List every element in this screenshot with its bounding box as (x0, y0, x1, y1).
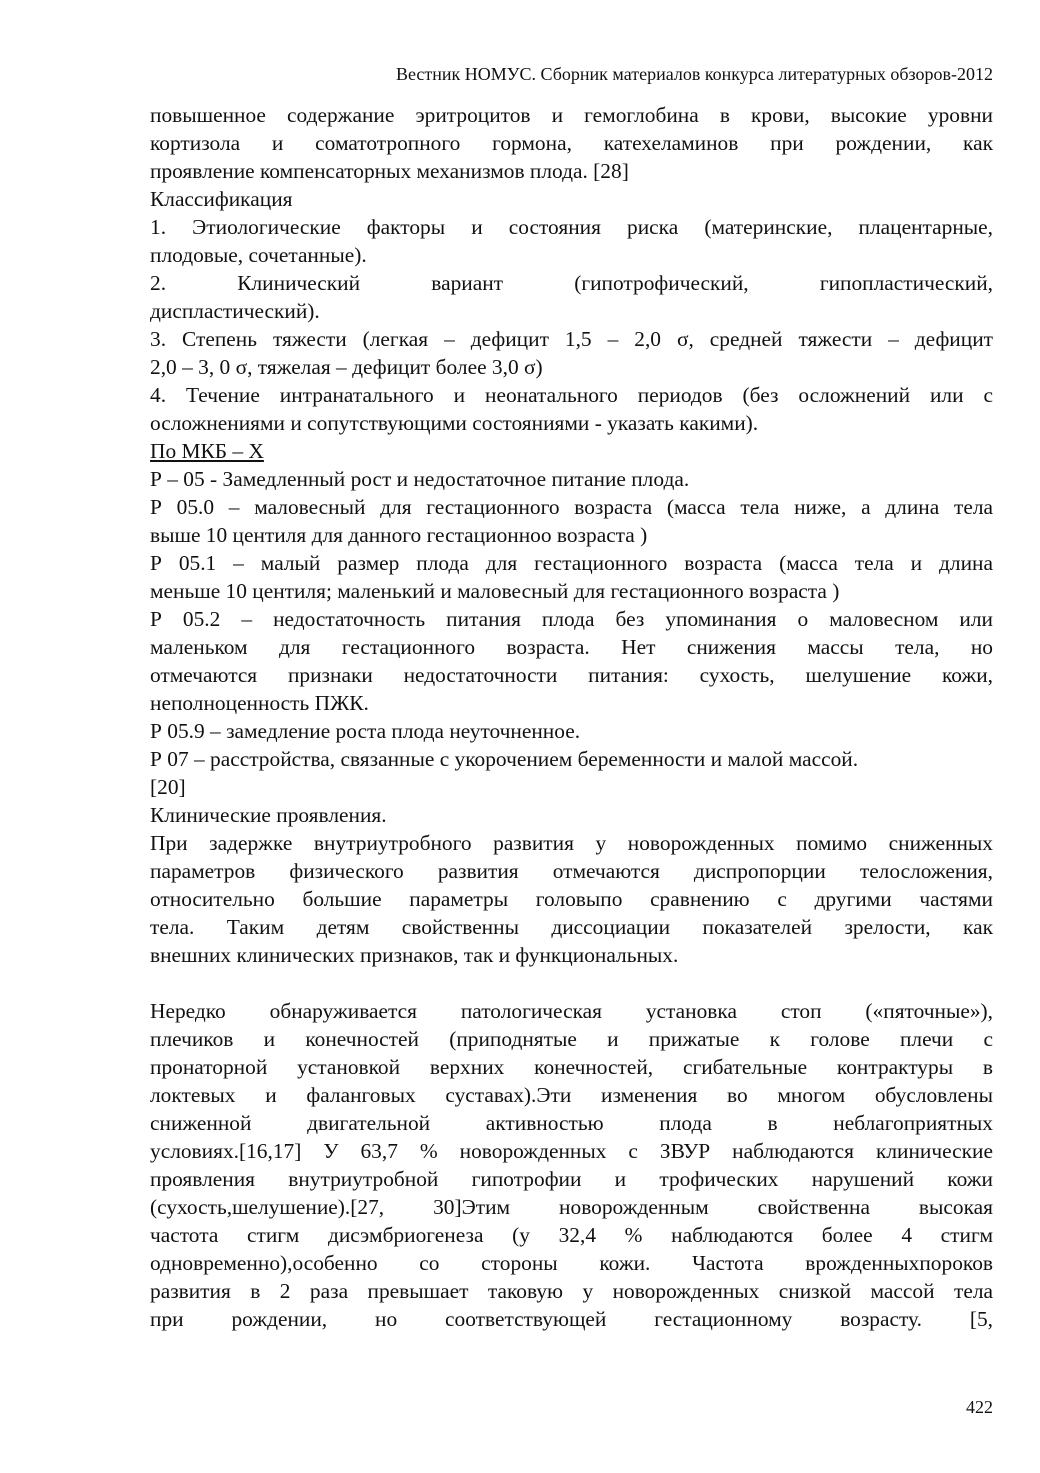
text-line: Р – 05 - Замедленный рост и недостаточное питание плода. (150, 467, 690, 491)
text-line: меньше 10 центиля; маленький и маловесный для гестационного возраста ) (150, 579, 840, 603)
text-line: сниженной двигательной активностью плода в неблагоприятных (150, 1111, 993, 1135)
text-line: маленьком для гестационного возраста. Нет снижения массы тела, но (150, 635, 993, 659)
text-line: плечиков и конечностей (приподнятые и прижатые к голове плечи с (150, 1027, 993, 1051)
text-line: пронаторной установкой верхних конечностей, сгибательные контрактуры в (150, 1055, 993, 1079)
text-line: одновременно),особенно со стороны кожи. Частота врожденныхпороков (150, 1251, 993, 1275)
text-line: 2,0 – 3, 0 σ, тяжелая – дефицит более 3,0 σ) (150, 355, 543, 379)
page-number: 422 (966, 1397, 993, 1417)
text-line: (сухость,шелушение).[27, 30]Этим новорожденным свойственна высокая (150, 1195, 993, 1219)
text-line: диспластический). (150, 299, 320, 323)
text-line: проявления внутриутробной гипотрофии и трофических нарушений кожи (150, 1167, 993, 1191)
text-line: локтевых и фаланговых суставах).Эти изменения во многом обусловлены (150, 1083, 993, 1107)
text-line: тела. Таким детям свойственны диссоциации показателей зрелости, как (150, 915, 993, 939)
text-line: условиях.[16,17] У 63,7 % новорожденных с ЗВУР наблюдаются клинические (150, 1139, 993, 1163)
text-line: Р 05.1 – малый размер плода для гестационного возраста (масса тела и длина (150, 551, 993, 575)
text-line: плодовые, сочетанные). (150, 243, 367, 267)
body-text (150, 101, 993, 1333)
text-line: кортизола и соматотропного гормона, катехеламинов при рождении, как (150, 131, 993, 155)
text-line: при рождении, но соответствующей гестационному возрасту. [5, (150, 1307, 993, 1331)
text-line: 2. Клинический вариант (гипотрофический, гипопластический, (150, 271, 993, 295)
text-line: Р 05.9 – замедление роста плода неуточненное. (150, 719, 581, 743)
section-heading-classification: Классификация (150, 187, 293, 211)
text-line: повышенное содержание эритроцитов и гемоглобина в крови, высокие уровни (150, 103, 993, 127)
text-line: относительно большие параметры головыпо сравнению с другими частями (150, 887, 993, 911)
text-line: [20] (150, 775, 186, 799)
text-line: отмечаются признаки недостаточности питания: сухость, шелушение кожи, (150, 663, 993, 687)
text-line: 4. Течение интранатального и неонатального периодов (без осложнений или с (150, 383, 993, 407)
text-line: При задержке внутриутробного развития у новорожденных помимо сниженных (150, 831, 993, 855)
text-line: выше 10 центиля для данного гестационноо возраста ) (150, 523, 648, 547)
text-line: проявление компенсаторных механизмов плода. [28] (150, 159, 629, 183)
section-heading-clinical: Клинические проявления. (150, 803, 387, 827)
text-line: развития в 2 раза превышает таковую у новорожденных снизкой массой тела (150, 1279, 993, 1303)
text-line: Р 05.2 – недостаточность питания плода без упоминания о маловесном или (150, 607, 993, 631)
text-line: параметров физического развития отмечаются диспропорции телосложения, (150, 859, 993, 883)
section-heading-icd: По МКБ – X (150, 439, 264, 463)
text-line: Нередко обнаруживается патологическая установка стоп («пяточные»), (150, 999, 993, 1023)
text-line: 3. Степень тяжести (легкая – дефицит 1,5 – 2,0 σ, средней тяжести – дефицит (150, 327, 993, 351)
text-line: Р 05.0 – маловесный для гестационного возраста (масса тела ниже, а длина тела (150, 495, 993, 519)
text-line: внешних клинических признаков, так и функциональных. (150, 943, 679, 967)
text-line: 1. Этиологические факторы и состояния риска (материнские, плацентарные, (150, 215, 993, 239)
text-line: неполноценность ПЖК. (150, 691, 369, 715)
paragraph-gap (150, 969, 993, 997)
running-header: Вестник НОМУС. Сборник материалов конкурса литературных обзоров-2012 (395, 64, 993, 84)
text-line: частота стигм дисэмбриогенеза (у 32,4 % наблюдаются более 4 стигм (150, 1223, 993, 1247)
text-line: Р 07 – расстройства, связанные с укорочением беременности и малой массой. (150, 747, 859, 771)
text-line: осложнениями и сопутствующими состояниями - указать какими). (150, 411, 759, 435)
